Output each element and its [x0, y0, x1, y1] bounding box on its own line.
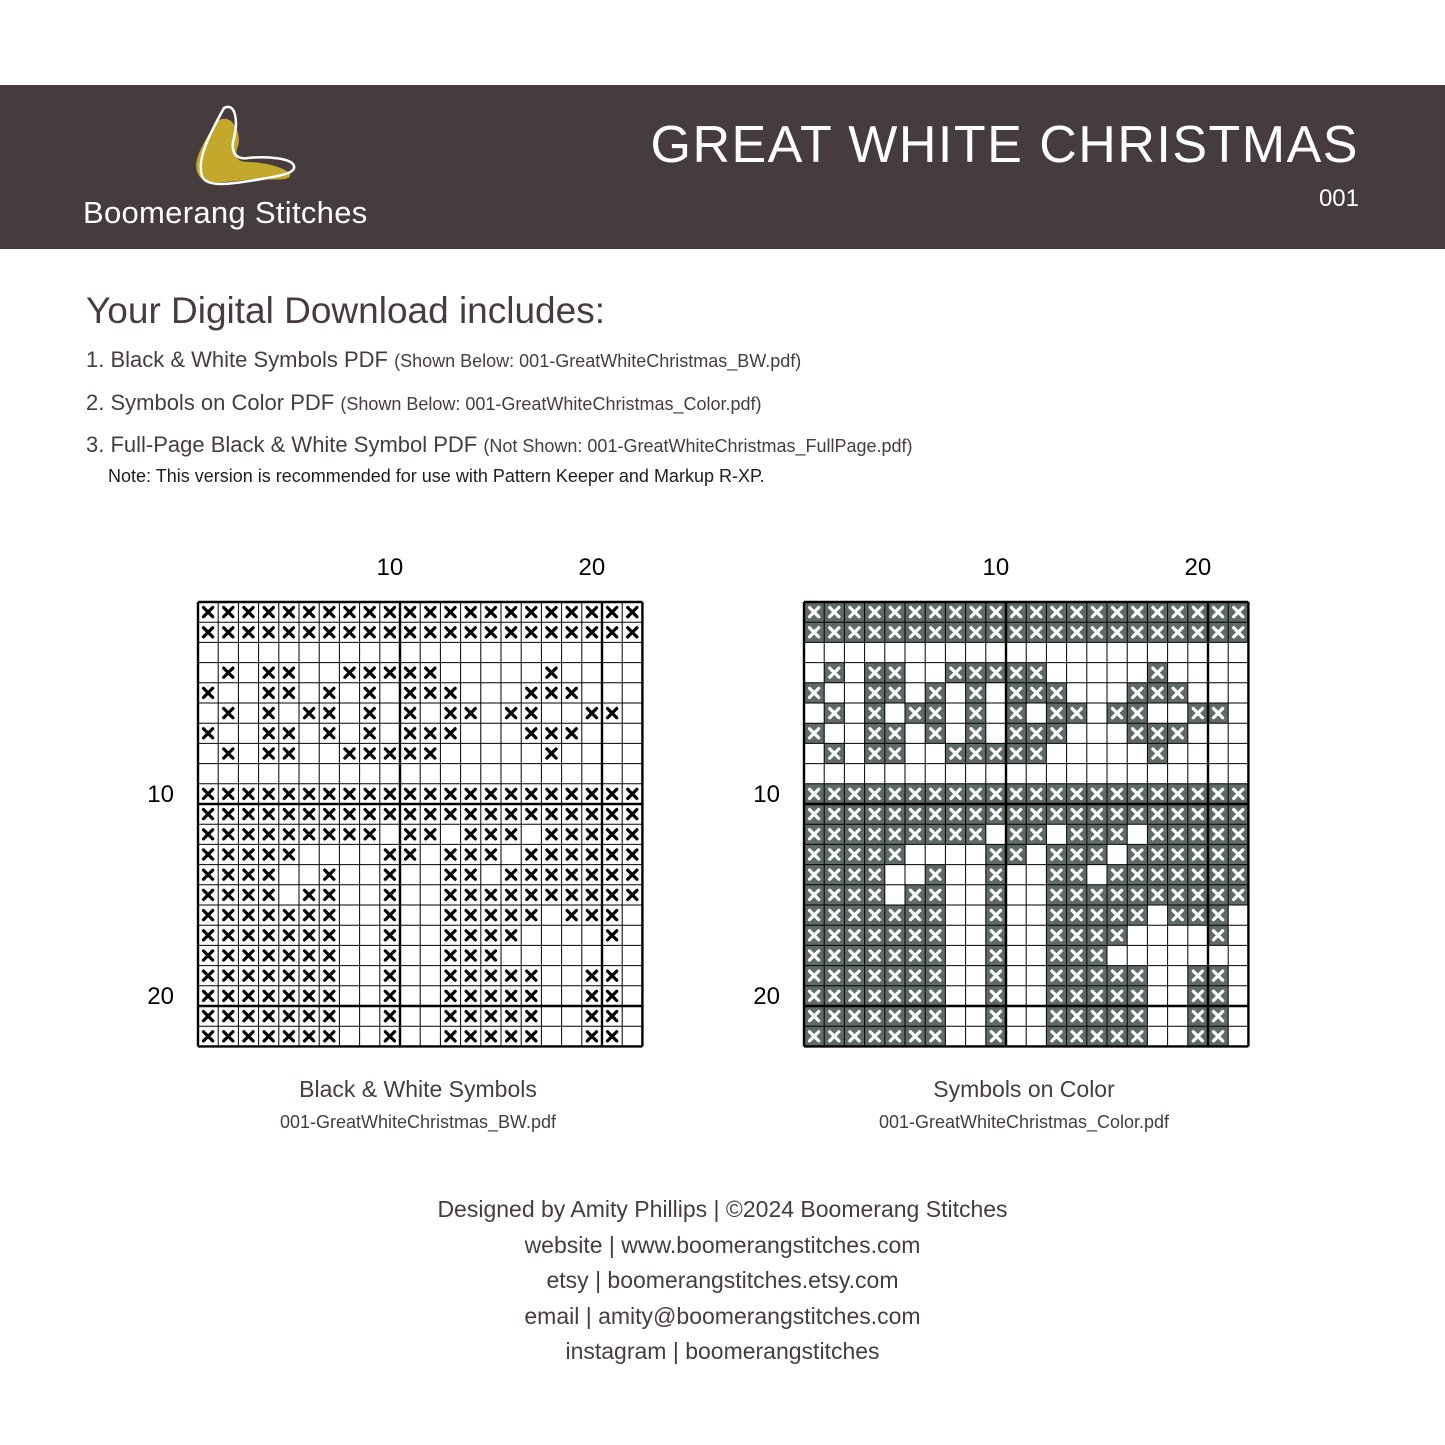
x-tick-label: 20: [1184, 554, 1212, 581]
y-tick-label: 20: [147, 982, 174, 1010]
x-tick-label: 20: [578, 554, 606, 581]
download-item-3-label: 3. Full-Page Black & White Symbol PDF: [86, 432, 478, 457]
y-tick-label: 10: [753, 780, 780, 808]
color-preview-file: 001-GreatWhiteChristmas_Color.pdf: [878, 1112, 1170, 1132]
download-item-1-detail: (Shown Below: 001-GreatWhiteChristmas_BW.pdf): [394, 351, 802, 371]
bw-preview-file: 001-GreatWhiteChristmas_BW.pdf: [279, 1112, 557, 1132]
footer-email[interactable]: email | amity@boomerangstitches.com: [524, 1303, 921, 1329]
y-tick-label: 10: [147, 780, 174, 808]
download-item-3-detail: (Not Shown: 001-GreatWhiteChristmas_FullPage.pdf): [483, 436, 913, 456]
download-item-2-label: 2. Symbols on Color PDF: [86, 390, 335, 415]
y-tick-label: 20: [753, 982, 780, 1010]
footer-instagram[interactable]: instagram | boomerangstitches: [565, 1338, 880, 1364]
bw-preview-title: Black & White Symbols: [299, 1076, 537, 1102]
download-note: Note: This version is recommended for use with Pattern Keeper and Markup R-XP.: [108, 466, 765, 486]
color-preview-title: Symbols on Color: [933, 1076, 1115, 1102]
footer-credit: Designed by Amity Phillips | ©2024 Boomerang Stitches: [437, 1196, 1008, 1222]
x-tick-label: 10: [376, 554, 404, 581]
footer-etsy[interactable]: etsy | boomerangstitches.etsy.com: [546, 1267, 899, 1293]
brand-name: Boomerang Stitches: [83, 195, 368, 230]
x-tick-label: 10: [982, 554, 1010, 581]
download-item-2-detail: (Shown Below: 001-GreatWhiteChristmas_Color.pdf): [340, 394, 762, 414]
intro-heading: Your Digital Download includes:: [86, 290, 605, 331]
download-item-1-label: 1. Black & White Symbols PDF: [86, 347, 388, 372]
pattern-code: 001: [1318, 185, 1359, 212]
pattern-title: GREAT WHITE CHRISTMAS: [650, 116, 1359, 174]
footer-website[interactable]: website | www.boomerangstitches.com: [524, 1232, 921, 1258]
